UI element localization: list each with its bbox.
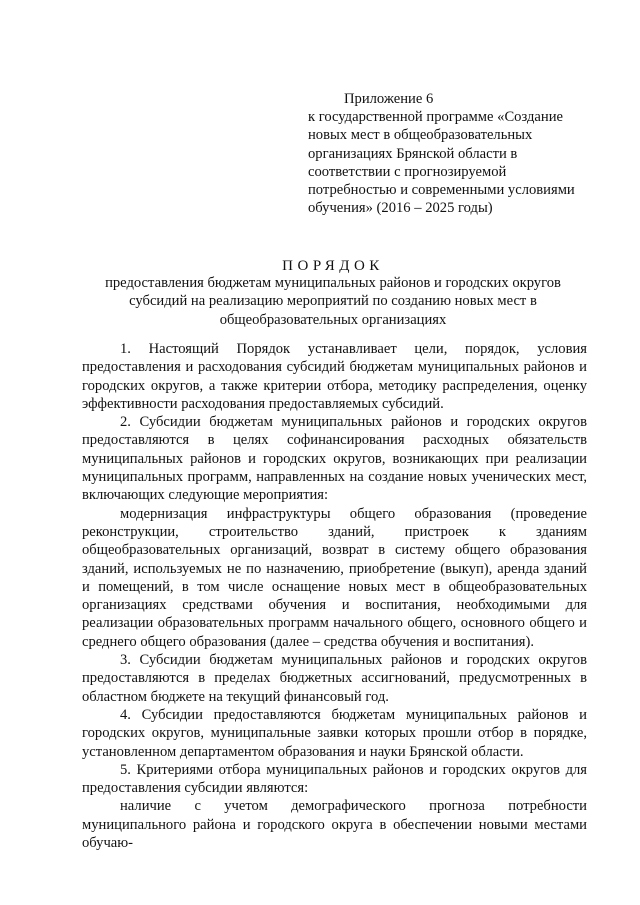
paragraph: 1. Настоящий Порядок устанавливает цели, порядок, условия предоставления и расходования субсидий бюджетам муниципальных районов и городских округов, а также критерии отбора, методику распределения, оценку эффективности расходования предоставляемых субсидий.	[82, 341, 587, 412]
paragraph: наличие с учетом демографического прогноза потребности муниципального района и городского округа в обеспечении новыми местами обучаю-	[82, 798, 587, 852]
appendix-block	[308, 90, 598, 217]
document-subtitle: предоставления бюджетам муниципальных районов и городских округов субсидий на реализацию мероприятий по созданию новых мест в общеобразовательных организациях	[105, 275, 561, 328]
appendix-title: Приложение 6	[344, 91, 434, 107]
paragraph: 2. Субсидии бюджетам муниципальных районов и городских округов предоставляются в целях софинансирования расходных обязательств муниципальных районов и городских округов, возникающих при реализации муниципальных программ, направленных на создание новых ученических мест, включающих следующие мероприятия:	[82, 414, 587, 504]
paragraph: 5. Критериями отбора муниципальных районов и городских округов для предоставления субсидии являются:	[82, 761, 587, 797]
document-heading: ПОРЯДОК	[282, 258, 384, 274]
paragraph: 4. Субсидии предоставляются бюджетам муниципальных районов и городских округов, муниципальные заявки которых прошли отбор в порядке, установленном департаментом образования и науки Брянской области.	[82, 706, 587, 760]
paragraph: 3. Субсидии бюджетам муниципальных районов и городских округов предоставляются в пределах бюджетных ассигнований, предусмотренных в областном бюджете на текущий финансовый год.	[82, 652, 587, 705]
paragraph: модернизация инфраструктуры общего образования (проведение реконструкции, строительство зданий, пристроек к зданиям общеобразовательных организаций, возврат в систему общего образования зданий, используемых не по назначению, приобретение (выкуп), аренда зданий и помещений, в том числе оснащение новых мест в общеобразовательных организациях средствами обучения и воспитания, необходимыми для реализации образовательных программ начального общего, основного общего и среднего общего образования (далее – средства обучения и воспитания).	[82, 505, 587, 650]
document-body	[82, 340, 587, 852]
appendix-text: к государственной программе «Создание новых мест в общеобразовательных организациях Брянской области в соответствии с прогнозируемой потребностью и современными условиями обучения» (2016 – 2025 годы)	[308, 109, 575, 217]
